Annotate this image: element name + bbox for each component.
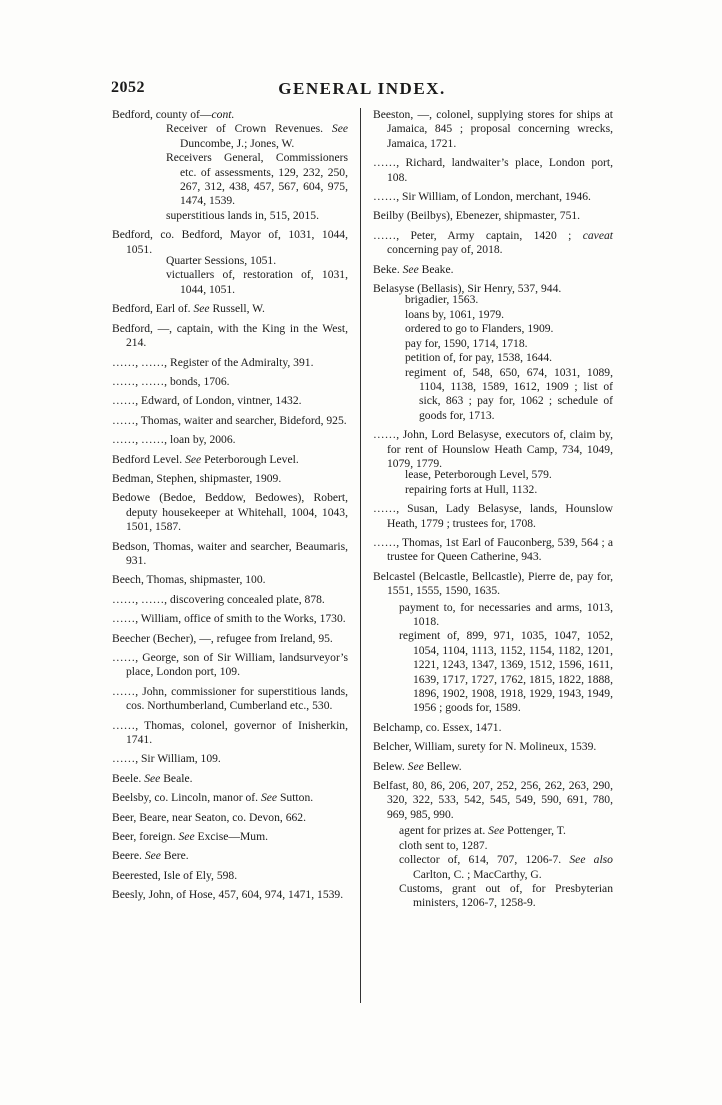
- index-entry: Belchamp, co. Essex, 1471.: [373, 720, 502, 734]
- index-entry: ……, Thomas, waiter and searcher, Bideford, 925.: [112, 413, 347, 427]
- index-entry: Bedson, Thomas, waiter and searcher, Beaumaris, 931.: [112, 539, 348, 567]
- page-title: GENERAL INDEX.: [278, 79, 446, 98]
- index-subentry: victuallers of, restoration of, 1031, 1044, 1051.: [166, 268, 348, 296]
- index-subentry: superstitious lands in, 515, 2015.: [166, 208, 319, 222]
- index-subentry: payment to, for necessaries and arms, 1013, 1018.: [399, 600, 613, 628]
- index-entry: ……, Sir William, 109.: [112, 752, 221, 766]
- index-entry: ……, Susan, Lady Belasyse, lands, Hounslow Heath, 1779 ; trustees for, 1708.: [373, 502, 613, 530]
- index-entry: Bedford, county of—cont.: [112, 108, 235, 121]
- index-entry: Bedman, Stephen, shipmaster, 1909.: [112, 471, 282, 485]
- index-subentry: cloth sent to, 1287.: [399, 838, 488, 852]
- index-entry: Bedford, Earl of. See Russell, W.: [112, 302, 265, 316]
- index-subentry: collector of, 614, 707, 1206-7. See also Carlton, C. ; MacCarthy, G.: [399, 853, 613, 881]
- index-subentry: Customs, grant out of, for Presbyterian ministers, 1206-7, 1258-9.: [399, 881, 613, 910]
- index-entry: Beere. See Bere.: [112, 849, 189, 863]
- index-column-right: [373, 108, 613, 911]
- index-entry: Beilby (Beilbys), Ebenezer, shipmaster, 751.: [373, 209, 581, 223]
- index-entry: Bedford Level. See Peterborough Level.: [112, 452, 299, 466]
- index-entry: Bedford, co. Bedford, Mayor of, 1031, 1044, 1051.: [112, 228, 348, 256]
- index-entry: Beer, foreign. See Excise—Mum.: [112, 830, 269, 844]
- index-entry: Belew. See Bellew.: [373, 759, 462, 773]
- index-entry: Bedowe (Bedoe, Beddow, Bedowes), Robert, deputy housekeeper at Whitehall, 1004, 1043, 1501, 1587.: [112, 491, 348, 534]
- index-entry: Beerested, Isle of Ely, 598.: [112, 868, 238, 882]
- index-entry: Beer, Beare, near Seaton, co. Devon, 662.: [112, 810, 306, 824]
- index-entry: ……, ……, discovering concealed plate, 878.: [112, 592, 325, 606]
- index-subentry: lease, Peterborough Level, 579.: [405, 468, 552, 482]
- index-entry: ……, John, Lord Belasyse, executors of, claim by, for rent of Hounslow Heath Camp, 734, 1049, 1079, 1779.: [373, 428, 613, 470]
- index-subentry: repairing forts at Hull, 1132.: [405, 482, 538, 496]
- index-subentry: Quarter Sessions, 1051.: [166, 254, 277, 268]
- index-entry: Beele. See Beale.: [112, 771, 193, 785]
- index-subentry: Receiver of Crown Revenues. See Duncombe, J.; Jones, W.: [166, 122, 348, 150]
- index-entry: Beeston, —, colonel, supplying stores for ships at Jamaica, 845 ; proposal concerning wrecks, Jamaica, 1721.: [373, 108, 613, 150]
- index-entry: Belcastel (Belcastle, Bellcastle), Pierre de, pay for, 1551, 1555, 1590, 1635.: [373, 569, 613, 598]
- index-entry: Beelsby, co. Lincoln, manor of. See Sutton.: [112, 791, 314, 805]
- index-entry: ……, Richard, landwaiter’s place, London port, 108.: [373, 156, 613, 184]
- page-header: [111, 79, 613, 103]
- index-entry: Bedford, —, captain, with the King in the West, 214.: [112, 321, 348, 350]
- index-entry: ……, George, son of Sir William, landsurveyor’s place, London port, 109.: [112, 651, 348, 679]
- index-entry: Beke. See Beake.: [373, 262, 454, 276]
- index-entry: ……, John, commissioner for superstitious lands, cos. Northumberland, Cumberland etc., 530.: [112, 684, 348, 713]
- index-entry: ……, ……, bonds, 1706.: [112, 374, 230, 388]
- index-entry: ……, Peter, Army captain, 1420 ; caveat concerning pay of, 2018.: [373, 228, 613, 257]
- index-entry: ……, Edward, of London, vintner, 1432.: [112, 394, 302, 408]
- index-entry: ……, ……, loan by, 2006.: [112, 433, 236, 447]
- index-entry: ……, ……, Register of the Admiralty, 391.: [112, 355, 314, 369]
- index-entry: Belfast, 80, 86, 206, 207, 252, 256, 262, 263, 290, 320, 322, 533, 542, 545, 549, 590, 691, 780, 969, 985, 990.: [373, 779, 613, 821]
- index-subentry: Receivers General, Commissioners etc. of assessments, 129, 232, 250, 267, 312, 438, 457, 567, 604, 975, 1474, 1539.: [166, 151, 348, 208]
- index-entry: Beesly, John, of Hose, 457, 604, 974, 1471, 1539.: [112, 888, 344, 902]
- index-entry: Beech, Thomas, shipmaster, 100.: [112, 573, 266, 587]
- index-entry: ……, Sir William, of London, merchant, 1946.: [373, 190, 591, 204]
- index-entry: ……, Thomas, 1st Earl of Fauconberg, 539, 564 ; a trustee for Queen Catherine, 943.: [373, 535, 613, 564]
- index-subentry: regiment of, 899, 971, 1035, 1047, 1052, 1054, 1104, 1113, 1152, 1154, 1182, 1201, 1221, 1243, 1347, 1369, 1512, 1596, 1611, 1639, 1717, 1727, 1762, 1815, 1822, 1888, 1896, 1902, 1908, 1918, 1929, 1943, 1949, 1956 ; goods for, 1589.: [399, 629, 613, 715]
- index-entry: Beecher (Becher), —, refugee from Ireland, 95.: [112, 631, 333, 645]
- index-subentry: pay for, 1590, 1714, 1718.: [405, 336, 528, 350]
- index-column-left: [112, 108, 348, 908]
- index-subentry: petition of, for pay, 1538, 1644.: [405, 351, 553, 365]
- index-subentry: agent for prizes at. See Pottenger, T.: [399, 824, 566, 838]
- index-entry: Belcher, William, surety for N. Molineux, 1539.: [373, 740, 597, 754]
- column-divider: [360, 108, 361, 1003]
- page-number: 2052: [111, 79, 145, 96]
- index-subentry: regiment of, 548, 650, 674, 1031, 1089, 1104, 1138, 1589, 1612, 1909 ; list of sick, 863 ; pay for, 1062 ; schedule of goods for, 1713.: [405, 365, 613, 422]
- index-subentry: loans by, 1061, 1979.: [405, 307, 505, 321]
- index-entry: Belasyse (Bellasis), Sir Henry, 537, 944.: [373, 282, 562, 296]
- index-entry: ……, Thomas, colonel, governor of Inisherkin, 1741.: [112, 718, 348, 747]
- index-subentry: brigadier, 1563.: [405, 293, 479, 307]
- index-entry: ……, William, office of smith to the Works, 1730.: [112, 612, 346, 626]
- index-subentry: ordered to go to Flanders, 1909.: [405, 322, 554, 336]
